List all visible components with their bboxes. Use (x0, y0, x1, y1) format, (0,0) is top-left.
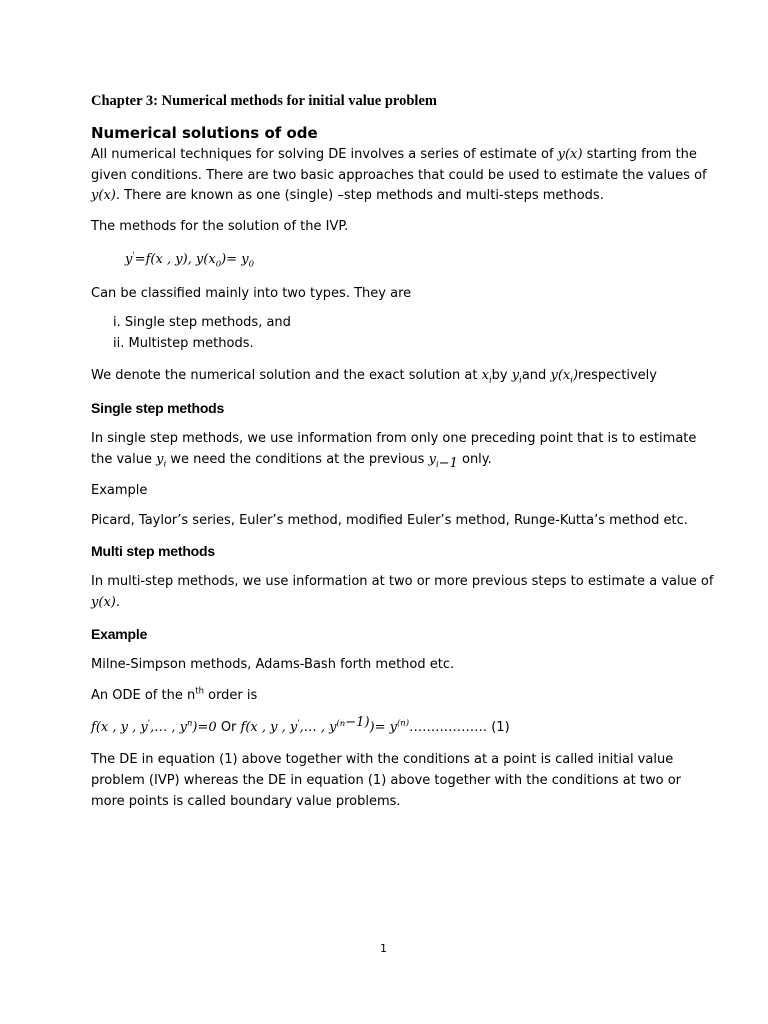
math-y-of-x-i: $y(x_i)$ (550, 368, 579, 386)
conclusion-line-1: The DE in equation (1) above together with the conditions at a point is called initial value (91, 752, 674, 767)
single-step-example-label: Example (91, 483, 148, 498)
math-y-of-x: y(x) (91, 595, 116, 610)
conclusion-line-3: more points is called boundary value problems. (91, 794, 401, 809)
math-y-of-x: y(x) (91, 188, 116, 203)
math-x-i: $x_i$ (481, 368, 492, 386)
ivp-equation: y'=f(x , y), $y(x_0)= y_0$ (125, 250, 254, 270)
page-number: 1 (380, 942, 387, 955)
intro-line-1: All numerical techniques for solving DE involves a series of estimate of y(x) starting from the (91, 147, 697, 162)
multi-step-example-label: Example (91, 626, 148, 642)
single-step-example-text: Picard, Taylor’s series, Euler’s method, modified Euler’s method, Runge-Kutta’s method etc. (91, 513, 688, 528)
classified-text: Can be classified mainly into two types. They are (91, 286, 412, 301)
single-step-line-1: In single step methods, we use information from only one preceding point that is to estimate (91, 431, 697, 446)
single-step-line-2: the value $y_i$ we need the conditions at the previous $y_{i-1}$ only. (91, 452, 492, 471)
section-title: Numerical solutions of ode (91, 124, 318, 142)
intro-line-2: given conditions. There are two basic approaches that could be used to estimate the values of (91, 168, 707, 183)
equation-1: f(x , y , y',… , $y^n)=0$ Or f(x , y , y',… , $y^{(n-1)})=$ $y^{(n)}\dots\dots\dots\dots\dots\dots$ (1) (91, 714, 510, 735)
single-step-heading: Single step methods (91, 400, 225, 416)
math-y-i-minus-1: $y_{i-1}$ (428, 452, 458, 471)
denote-line: We denote the numerical solution and the exact solution at $x_iby$ $y_iand$ $y(x_i)respectively$ (91, 368, 657, 386)
multi-step-heading: Multi step methods (91, 543, 215, 559)
ode-order-line: An ODE of the $n^{th}$ order is (91, 686, 258, 703)
conclusion-line-2: problem (IVP) whereas the DE in equation (1) above together with the conditions at two or (91, 773, 682, 788)
math-y-i: $y_i$ (156, 452, 167, 470)
list-item-single-step: i. Single step methods, and (113, 315, 291, 330)
ivp-intro: The methods for the solution of the IVP. (91, 219, 349, 234)
multi-step-line-2: y(x). (91, 595, 120, 610)
math-f-equals-zero: f(x , y , y',… , $y^n)=0$ (91, 718, 217, 735)
list-item-multistep: ii. Multistep methods. (113, 336, 254, 351)
math-f-equals-y-n: f(x , y , y',… , $y^{(n-1)})= y^{(n)}$ (240, 714, 410, 735)
intro-line-3: y(x). There are known as one (single) –step methods and multi-steps methods. (91, 188, 604, 203)
math-y-of-x: y(x) (557, 147, 583, 162)
math-y-i: $y_i$ (511, 368, 522, 386)
multi-step-line-1: In multi-step methods, we use information at two or more previous steps to estimate a value of (91, 574, 714, 589)
chapter-title: Chapter 3: Numerical methods for initial value problem (91, 93, 437, 109)
multi-step-example-text: Milne-Simpson methods, Adams-Bash forth method etc. (91, 657, 455, 672)
